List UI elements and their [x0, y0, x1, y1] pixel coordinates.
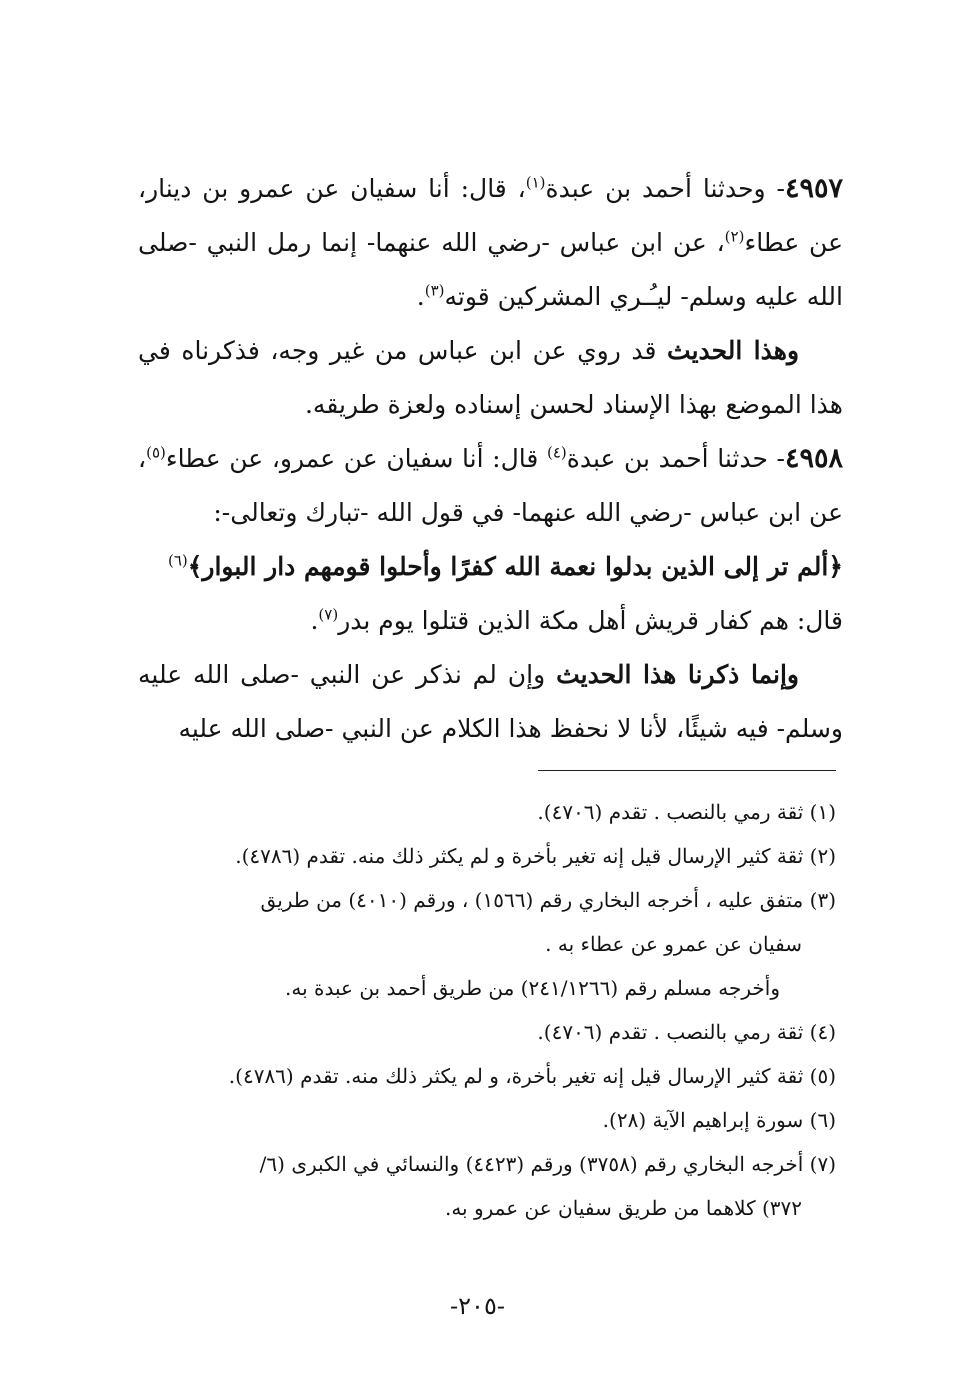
footnotes-block — [130, 790, 836, 1230]
commentary-text: قد روي عن ابن عباس من غير وجه، فذكرناه في هذا الموضع بهذا الإسناد لحسن إسناده ولعزة طريقه. — [138, 336, 843, 419]
footnote-continuation: وأخرجه مسلم رقم (٢٤١/١٢٦٦) من طريق أحمد بن عبدة به. — [285, 976, 780, 1000]
hadith-text: ، عن ابن عباس -رضي الله عنهما- في قول الله -تبارك وتعالى-: — [138, 444, 843, 527]
hadith-text: قال: أنا سفيان عن عمرو، عن عطاء — [165, 444, 547, 473]
footnote-ref[interactable]: (٤) — [546, 443, 567, 462]
footnote-item: (٥) ثقة كثير الإرسال قيل إنه تغير بأخرة، و لم يكثر ذلك منه. تقدم (٤٧٨٦). — [228, 1064, 836, 1088]
footnote-ref[interactable]: (٧) — [318, 605, 339, 624]
hadith-text: . — [310, 606, 319, 635]
hadith-4957 — [138, 162, 843, 324]
hadith-number: ٤٩٥٨ — [784, 443, 843, 474]
hadith-4958 — [138, 432, 843, 648]
footnote-ref[interactable]: (٣) — [424, 281, 445, 300]
hadith-text: ، عن ابن عباس -رضي الله عنهما- إنما رمل النبي -صلى الله عليه وسلم- ليـُـري المشركين قوته — [138, 228, 843, 311]
footnote-item: (٢) ثقة كثير الإرسال قيل إنه تغير بأخرة و لم يكثر ذلك منه. تقدم (٤٧٨٦). — [235, 844, 836, 868]
hadith-text: . — [416, 282, 425, 311]
footnote-separator — [538, 770, 836, 771]
footnote-continuation: سفيان عن عمرو عن عطاء به . — [545, 932, 802, 956]
footnote-item: (١) ثقة رمي بالنصب . تقدم (٤٧٠٦). — [537, 800, 836, 824]
hadith-text: - حدثنا أحمد بن عبدة — [566, 444, 785, 473]
footnote-continuation: ٣٧٢) كلاهما من طريق سفيان عن عمرو به. — [444, 1196, 802, 1220]
commentary-lead: وهذا الحديث — [667, 336, 800, 365]
commentary-text: وإن لم نذكر عن النبي -صلى الله عليه وسلم- فيه شيئًا، لأنا لا نحفظ هذا الكلام عن النبي -صلى الله عليه — [138, 660, 843, 743]
footnote-item: (٤) ثقة رمي بالنصب . تقدم (٤٧٠٦). — [537, 1020, 836, 1044]
commentary-paragraph — [138, 324, 843, 432]
footnote-item: (٣) متفق عليه ، أخرجه البخاري رقم (١٥٦٦) ، ورقم (٤٠١٠) من طريق — [260, 888, 836, 912]
hadith-number: ٤٩٥٧ — [784, 173, 843, 204]
footnote-ref[interactable]: (٦) — [167, 551, 188, 570]
hadith-text: - وحدثنا أحمد بن عبدة — [545, 174, 785, 203]
hadith-text: قال: هم كفار قريش أهل مكة الذين قتلوا يوم بدر — [338, 606, 843, 635]
footnote-item: (٦) سورة إبراهيم الآية (٢٨). — [602, 1108, 836, 1132]
footnote-ref[interactable]: (٥) — [146, 443, 166, 462]
footnote-ref[interactable]: (١) — [525, 173, 546, 192]
commentary-paragraph — [138, 648, 843, 756]
quran-verse: ﴿ألم تر إلى الذين بدلوا نعمة الله كفرًا وأحلوا قومهم دار البوار﴾ — [187, 552, 843, 581]
main-text-block — [138, 162, 843, 756]
footnote-item: (٧) أخرجه البخاري رقم (٣٧٥٨) ورقم (٤٤٢٣) والنسائي في الكبرى (٦/ — [259, 1152, 836, 1176]
hadith-text: ، قال: أنا سفيان عن عمرو بن دينار، عن عطاء — [138, 174, 843, 257]
page-number: -٢٠٥- — [450, 1292, 505, 1320]
footnote-ref[interactable]: (٢) — [724, 227, 745, 246]
commentary-lead: وإنما ذكرنا هذا الحديث — [556, 660, 800, 689]
